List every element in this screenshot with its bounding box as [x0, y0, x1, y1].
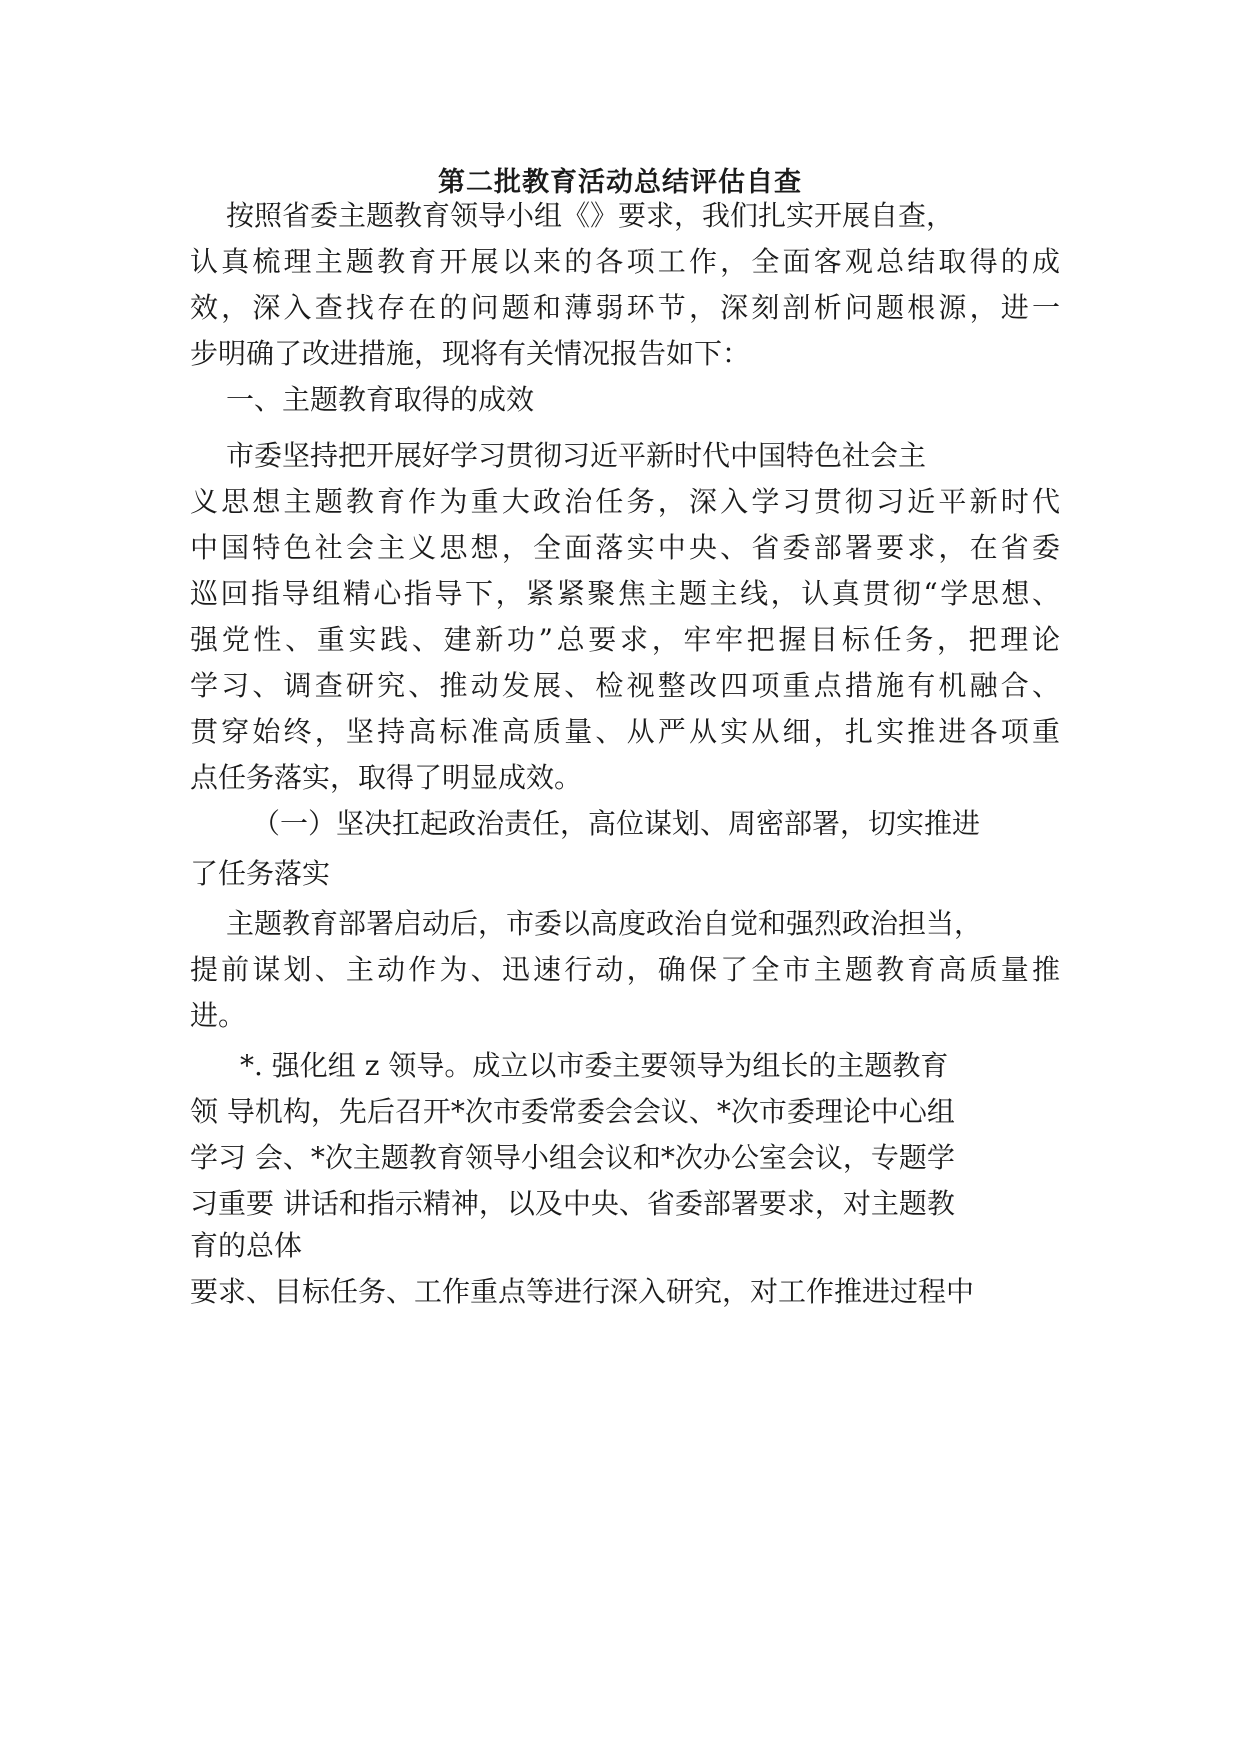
- body-line: 步明确了改进措施，现将有关情况报告如下：: [190, 337, 751, 370]
- body-line: 主题教育部署启动后，市委以高度政治自觉和强烈政治担当，: [226, 907, 983, 940]
- body-line: 市委坚持把开展好学习贯彻习近平新时代中国特色社会主: [226, 439, 927, 472]
- body-line: 义思想主题教育作为重大政治任务，深入学习贯彻习近平新时代: [190, 485, 1060, 518]
- body-line: 提前谋划、主动作为、迅速行动，确保了全市主题教育高质量推: [190, 953, 1060, 986]
- body-line: 中国特色社会主义思想，全面落实中央、省委部署要求，在省委: [190, 531, 1060, 564]
- body-line: 进。: [190, 999, 247, 1032]
- body-line: 贯穿始终，坚持高标准高质量、从严从实从细，扎实推进各项重: [190, 715, 1060, 748]
- subsection-heading-cont: 了任务落实: [190, 857, 331, 890]
- document-title: 第二批教育活动总结评估自查: [438, 167, 802, 198]
- body-line: 育的总体: [190, 1229, 303, 1262]
- body-line: 点任务落实，取得了明显成效。: [190, 761, 583, 794]
- body-line: 学习、调查研究、推动发展、检视整改四项重点措施有机融合、: [190, 669, 1060, 702]
- body-line: 效，深入查找存在的问题和薄弱环节，深刻剖析问题根源，进一: [190, 291, 1060, 324]
- body-line: 要求、目标任务、工作重点等进行深入研究，对工作推进过程中: [190, 1275, 975, 1308]
- body-line: 按照省委主题教育领导小组《》要求，我们扎实开展自查，: [226, 199, 955, 232]
- body-line: 强党性、重实践、建新功”总要求，牢牢把握目标任务，把理论: [190, 623, 1060, 656]
- section-heading: 一、主题教育取得的成效: [226, 383, 535, 416]
- subsection-heading: （一）坚决扛起政治责任，高位谋划、周密部署，切实推进: [252, 807, 981, 840]
- body-line: *. 强化组 z 领导。成立以市委主要领导为组长的主题教育: [240, 1049, 949, 1082]
- body-line: 巡回指导组精心指导下，紧紧聚焦主题主线，认真贯彻“学思想、: [190, 577, 1060, 610]
- body-line: 认真梳理主题教育开展以来的各项工作，全面客观总结取得的成: [190, 245, 1060, 278]
- body-line: 习重要 讲话和指示精神，以及中央、省委部署要求，对主题教: [190, 1187, 955, 1220]
- body-line: 领 导机构，先后召开*次市委常委会会议、*次市委理论中心组: [190, 1095, 955, 1128]
- body-line: 学习 会、*次主题教育领导小组会议和*次办公室会议，专题学: [190, 1141, 955, 1174]
